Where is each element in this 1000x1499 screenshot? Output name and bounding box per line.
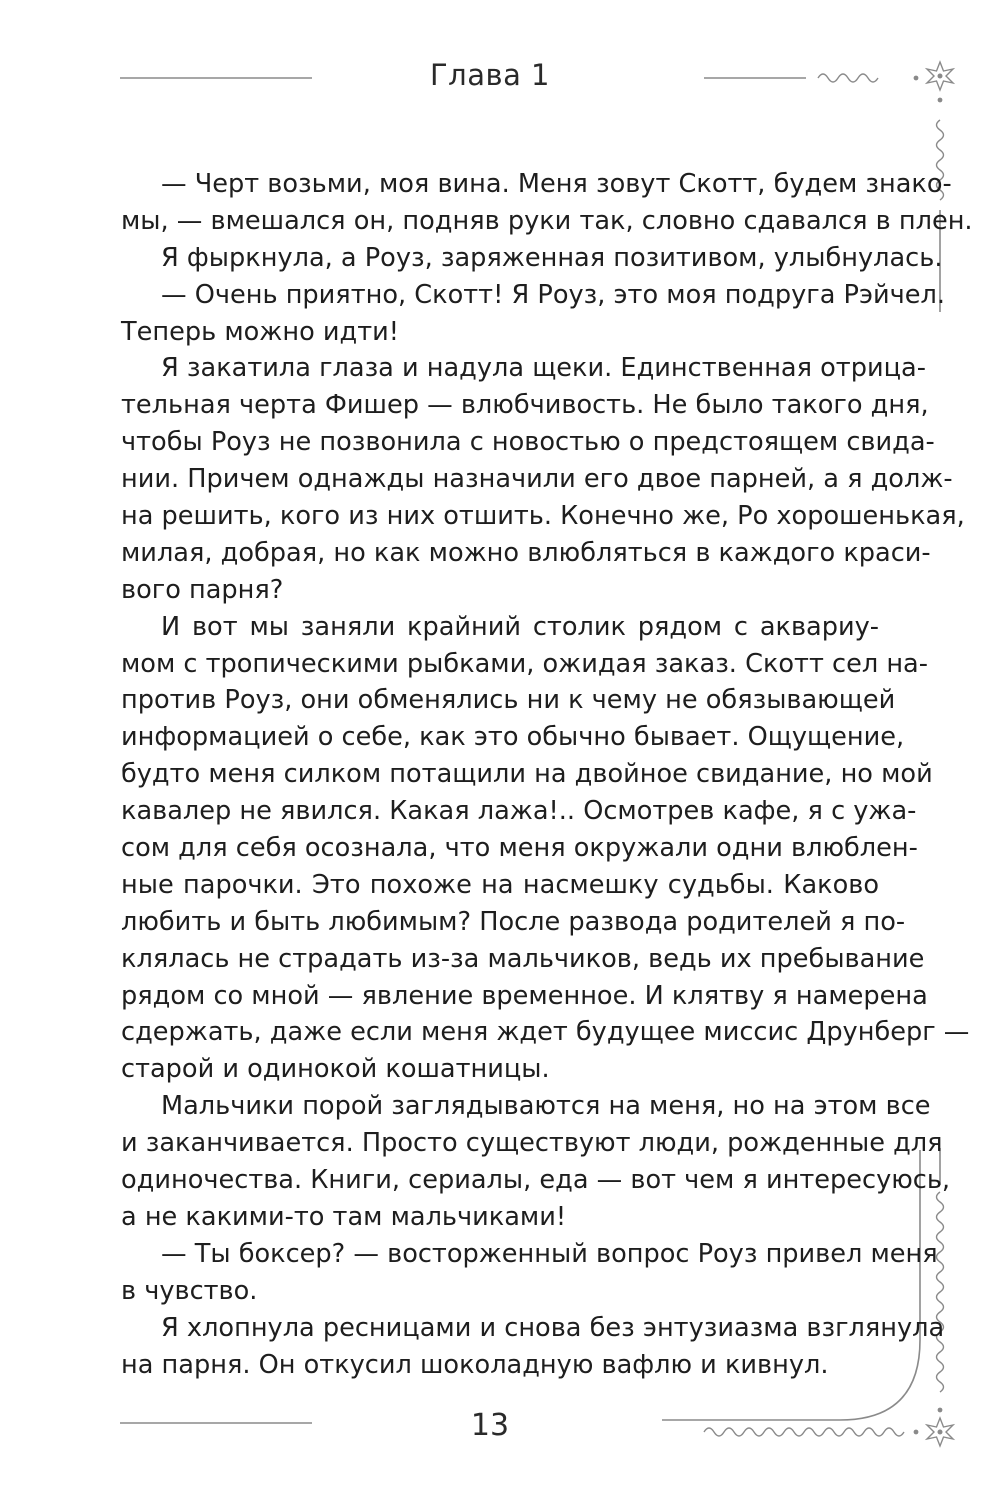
chapter-title: Глава 1 <box>429 58 551 92</box>
text-line: вого парня? <box>121 574 284 605</box>
text-line: Я хлопнула ресницами и снова без энтузиазма взглянула <box>161 1312 945 1343</box>
text-line: и заканчивается. Просто существуют люди, рожденные для <box>121 1128 943 1159</box>
text-line: сом для себя осознала, что меня окружали одни влюблен- <box>121 833 918 864</box>
text-line: нии. Причем однажды назначили его двое парней, а я долж- <box>121 464 953 495</box>
text-line: будто меня силком потащили на двойное свидание, но мой <box>121 759 933 790</box>
text-line: — Ты боксер? — восторженный вопрос Роуз привел меня <box>161 1238 938 1269</box>
text-line: рядом со мной — явление временное. И клятву я намерена <box>121 980 928 1011</box>
text-line: кавалер не явился. Какая лажа!.. Осмотрев кафе, я с ужа- <box>121 796 917 827</box>
header-dot-below-icon <box>938 98 943 103</box>
text-line: на решить, кого из них отшить. Конечно же, Ро хорошенькая, <box>121 501 965 532</box>
right-chain-bottom-icon <box>937 1192 944 1392</box>
text-line: ные парочки. Это похоже на насмешку судьбы. Каково <box>121 869 879 900</box>
text-line: сдержать, даже если меня ждет будущее миссис Друнберг — <box>121 1017 970 1048</box>
text-line: — Очень приятно, Скотт! Я Роуз, это моя подруга Рэйчел. <box>161 279 945 310</box>
body-text <box>121 166 973 1383</box>
text-line: Я фыркнула, а Роуз, заряженная позитивом, улыбнулась. <box>161 242 943 273</box>
text-line: чтобы Роуз не позвонила с новостью о предстоящем свида- <box>121 427 935 458</box>
text-line: на парня. Он откусил шоколадную вафлю и кивнул. <box>121 1349 829 1380</box>
text-line: в чувство. <box>121 1275 258 1306</box>
text-line: — Черт возьми, моя вина. Меня зовут Скотт, будем знако- <box>161 169 952 199</box>
text-line: старой и одинокой кошатницы. <box>121 1054 550 1085</box>
text-line: мом с тропическими рыбками, ожидая заказ. Скотт сел на- <box>121 648 928 679</box>
text-line: против Роуз, они обменялись ни к чему не обязывающей <box>121 685 896 716</box>
text-line: милая, добрая, но как можно влюбляться в каждого краси- <box>121 537 931 568</box>
text-line: одиночества. Книги, сериалы, еда — вот чем я интересуюсь, <box>121 1165 951 1196</box>
text-line: а не какими-то там мальчиками! <box>121 1201 567 1232</box>
text-line: мы, — вмешался он, подняв руки так, словно сдавался в плен. <box>121 205 973 236</box>
text-line: клялась не страдать из-за мальчиков, ведь их пребывание <box>121 943 925 974</box>
text-line: тельная черта Фишер — влюбчивость. Не было такого дня, <box>121 390 929 421</box>
text-line: И вот мы заняли крайний столик рядом с аквариу- <box>161 611 879 642</box>
page-number: 13 <box>470 1408 510 1443</box>
text-line: любить и быть любимым? После развода родителей я по- <box>121 906 906 937</box>
text-line: информацией о себе, как это обычно бывает. Ощущение, <box>121 722 905 753</box>
text-line: Я закатила глаза и надула щеки. Единственная отрица- <box>161 353 926 384</box>
text-line: Мальчики порой заглядываются на меня, но на этом все <box>161 1091 931 1122</box>
text-line: Теперь можно идти! <box>121 316 400 347</box>
